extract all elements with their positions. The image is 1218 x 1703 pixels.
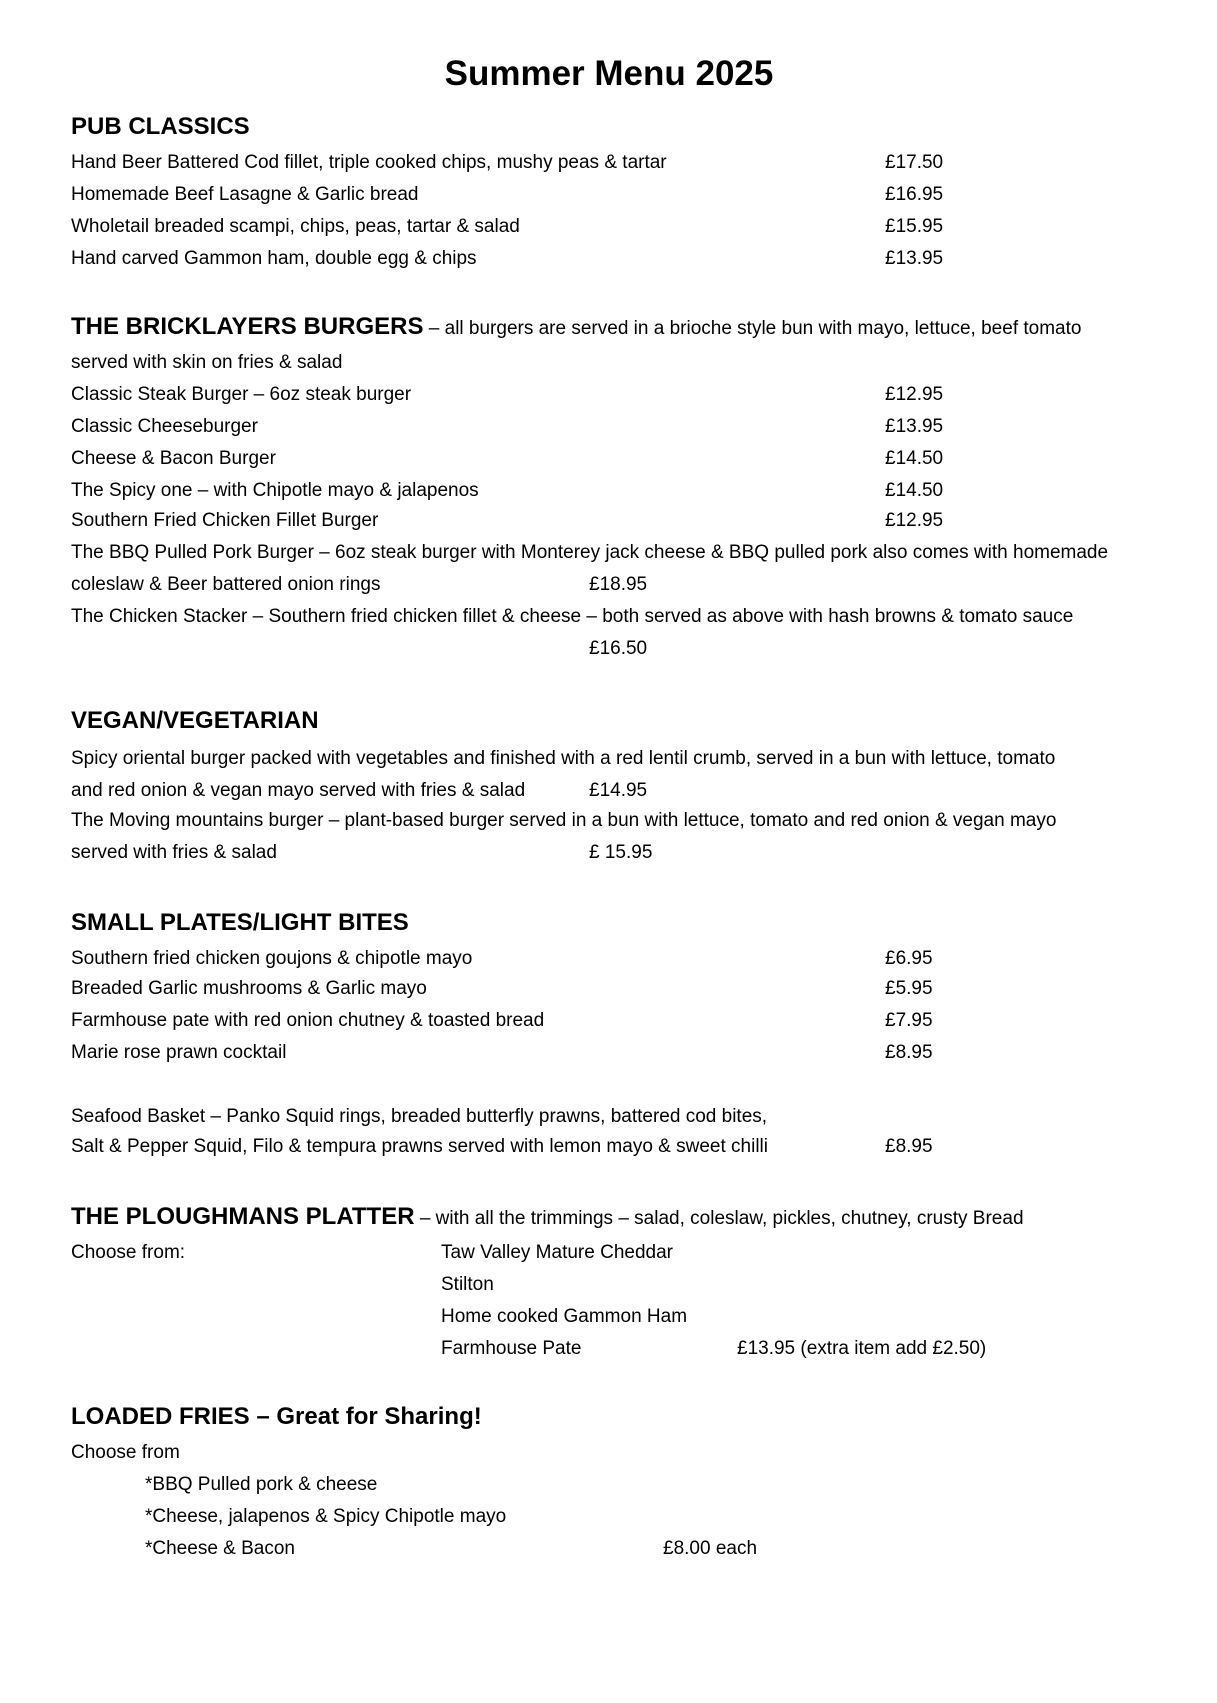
menu-item-name: Hand carved Gammon ham, double egg & chips [71, 248, 477, 269]
menu-item-price: £8.95 [885, 1136, 933, 1157]
menu-item-name: The Chicken Stacker – Southern fried chicken fillet & cheese – both served as above with hash browns & tomato sauce [71, 606, 1074, 627]
fries-option: *BBQ Pulled pork & cheese [145, 1474, 378, 1495]
choose-label: Choose from: [71, 1242, 186, 1263]
menu-item-name: Cheese & Bacon Burger [71, 448, 276, 469]
menu-item-name: Marie rose prawn cocktail [71, 1042, 287, 1063]
choose-label: Choose from [71, 1442, 180, 1463]
menu-item-name: Southern Fried Chicken Fillet Burger [71, 510, 379, 531]
menu-item-price: £13.95 [885, 248, 944, 269]
menu-item-name-continued: Salt & Pepper Squid, Filo & tempura prawns served with lemon mayo & sweet chilli [71, 1136, 768, 1157]
section-heading-ploughmans-title: THE PLOUGHMANS PLATTER [71, 1203, 415, 1230]
section-heading-ploughmans [71, 1202, 1024, 1234]
section-heading-burgers [71, 312, 1081, 344]
menu-item-price: £14.50 [885, 480, 944, 501]
menu-item-price: £ 15.95 [589, 842, 653, 863]
section-heading-small-plates: SMALL PLATES/LIGHT BITES [71, 909, 409, 936]
menu-item-price: £12.95 [885, 384, 944, 405]
menu-item-price: £5.95 [885, 978, 933, 999]
section-heading-pub-classics: PUB CLASSICS [71, 113, 250, 140]
platter-option: Stilton [441, 1274, 494, 1295]
menu-item-name: The Spicy one – with Chipotle mayo & jalapenos [71, 480, 479, 501]
section-heading-burgers-note: – all burgers are served in a brioche style bun with mayo, lettuce, beef tomato [423, 318, 1082, 339]
menu-item-price: £13.95 (extra item add £2.50) [737, 1338, 987, 1359]
menu-item-price: £7.95 [885, 1010, 933, 1031]
menu-item-name-continued: served with fries & salad [71, 842, 277, 863]
menu-item-price: £13.95 [885, 416, 944, 437]
menu-item-price: £16.95 [885, 184, 944, 205]
menu-item-name-continued: and red onion & vegan mayo served with fries & salad [71, 780, 526, 801]
menu-item-name: Southern fried chicken goujons & chipotle mayo [71, 948, 473, 969]
menu-item-price: £14.50 [885, 448, 944, 469]
menu-item-name: Spicy oriental burger packed with vegetables and finished with a red lentil crumb, served in a bun with lettuce, tomato [71, 748, 1056, 769]
section-heading-loaded-fries: LOADED FRIES – Great for Sharing! [71, 1403, 482, 1430]
platter-option: Farmhouse Pate [441, 1338, 582, 1359]
menu-item-price: £12.95 [885, 510, 944, 531]
platter-option: Home cooked Gammon Ham [441, 1306, 688, 1327]
menu-item-price: £17.50 [885, 152, 944, 173]
menu-item-name: Classic Steak Burger – 6oz steak burger [71, 384, 412, 405]
menu-item-name: Seafood Basket – Panko Squid rings, breaded butterfly prawns, battered cod bites, [71, 1106, 768, 1127]
section-heading-vegan: VEGAN/VEGETARIAN [71, 707, 319, 734]
menu-item-name: The Moving mountains burger – plant-based burger served in a bun with lettuce, tomato and red onion & vegan mayo [71, 810, 1057, 831]
fries-option: *Cheese, jalapenos & Spicy Chipotle mayo [145, 1506, 507, 1527]
section-heading-burgers-title: THE BRICKLAYERS BURGERS [71, 313, 424, 340]
menu-item-name: The BBQ Pulled Pork Burger – 6oz steak burger with Monterey jack cheese & BBQ pulled pork also comes with homemade [71, 542, 1109, 563]
menu-item-price: £18.95 [589, 574, 648, 595]
menu-item-price: £14.95 [589, 780, 648, 801]
menu-item-name-continued: coleslaw & Beer battered onion rings [71, 574, 381, 595]
menu-item-price: £8.95 [885, 1042, 933, 1063]
section-note-continued: served with skin on fries & salad [71, 352, 343, 373]
menu-item-name: Wholetail breaded scampi, chips, peas, tartar & salad [71, 216, 520, 237]
menu-item-name: Hand Beer Battered Cod fillet, triple cooked chips, mushy peas & tartar [71, 152, 667, 173]
page-title: Summer Menu 2025 [444, 54, 774, 93]
menu-item-price: £8.00 each [663, 1538, 758, 1559]
section-heading-ploughmans-note: – with all the trimmings – salad, coleslaw, pickles, chutney, crusty Bread [414, 1208, 1024, 1229]
menu-item-price: £6.95 [885, 948, 933, 969]
platter-option: Taw Valley Mature Cheddar [441, 1242, 673, 1263]
fries-option: *Cheese & Bacon [145, 1538, 295, 1559]
menu-item-price: £16.50 [589, 638, 648, 659]
menu-item-price: £15.95 [885, 216, 944, 237]
menu-item-name: Farmhouse pate with red onion chutney & toasted bread [71, 1010, 545, 1031]
menu-item-name: Breaded Garlic mushrooms & Garlic mayo [71, 978, 427, 999]
menu-item-name: Classic Cheeseburger [71, 416, 258, 437]
menu-item-name: Homemade Beef Lasagne & Garlic bread [71, 184, 419, 205]
